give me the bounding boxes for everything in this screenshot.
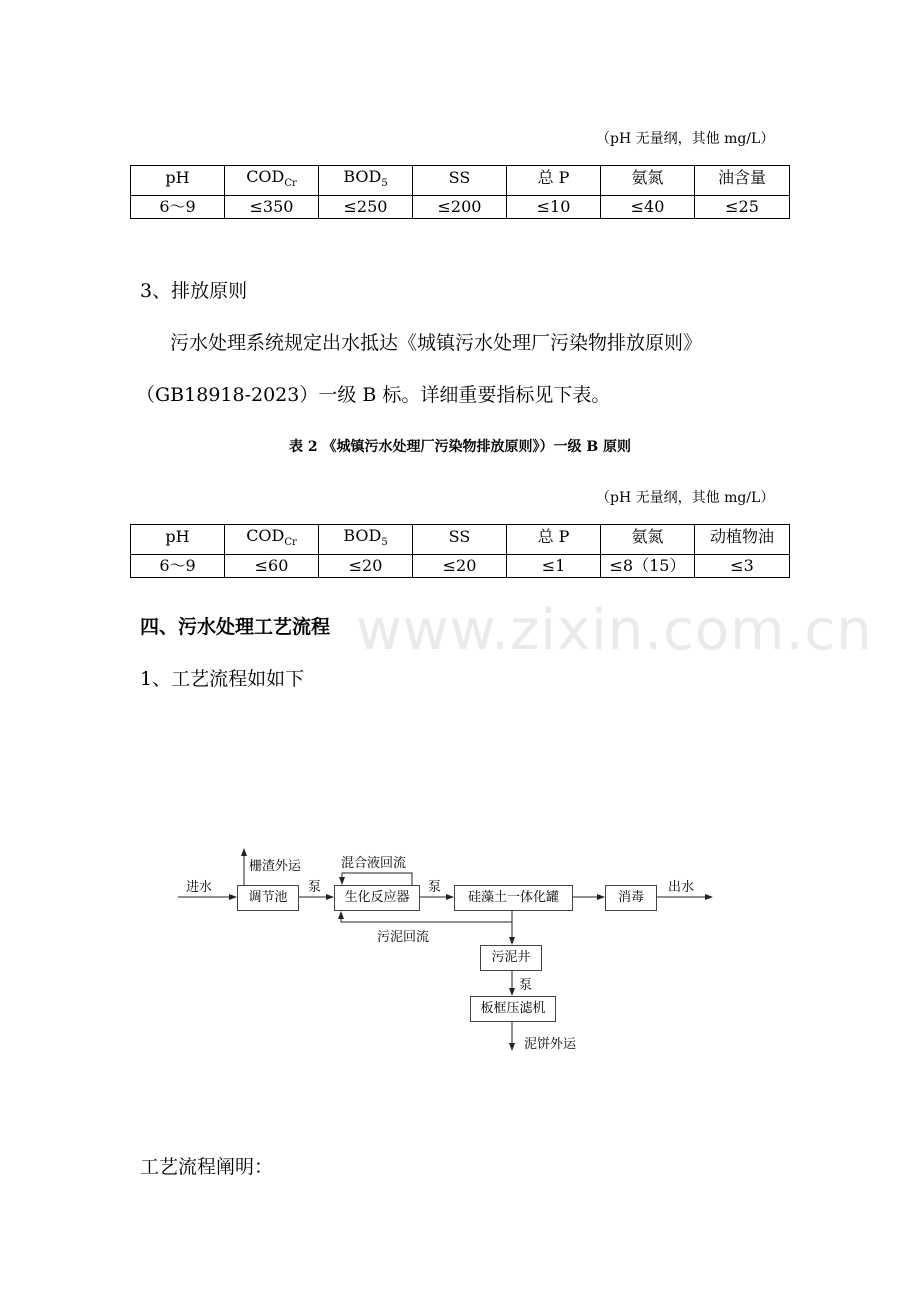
table2-header-cell: pH <box>131 525 225 555</box>
table2-value-cell: ≤3 <box>695 555 790 578</box>
table1-header-cell: 油含量 <box>695 166 790 196</box>
pump1-label: 泵 <box>308 880 322 895</box>
diatomite-tank-box: 硅藻土一体化罐 <box>454 885 573 911</box>
pump2-label: 泵 <box>428 880 442 895</box>
filter-press-box: 板框压滤机 <box>470 996 556 1022</box>
table1-value-cell: ≤350 <box>225 196 319 219</box>
section3-paragraph-line1: 污水处理系统规定出水抵达《城镇污水处理厂污染物排放原则》 <box>170 332 703 354</box>
table2-value-cell: ≤8（15） <box>601 555 695 578</box>
inflow-label: 进水 <box>186 880 213 895</box>
table1-header-cell: 总 P <box>507 166 601 196</box>
table2-header-cell: $BOD_5$ <box>319 525 413 555</box>
table2-caption: 表 2 《城镇污水处理厂污染物排放原则》）一级 B 原则 <box>288 439 632 455</box>
table1-value-cell: ≤25 <box>695 196 790 219</box>
table2-value-cell: ≤20 <box>319 555 413 578</box>
table2-header-cell: 氨氮 <box>601 525 695 555</box>
table1-unit-note: （pH 无量纲，其他 mg/L） <box>596 131 775 147</box>
table1-value-cell: ≤250 <box>319 196 413 219</box>
screenings-label: 栅渣外运 <box>249 859 302 874</box>
table1-header-cell: SS <box>413 166 507 196</box>
section4-subheading: 1、工艺流程如如下 <box>140 668 305 690</box>
sludge-well-box: 污泥井 <box>480 945 542 971</box>
table1-value-cell: 6～9 <box>131 196 225 219</box>
watermark: www.zixin.com.cn <box>356 598 873 663</box>
table1-value-cell: ≤10 <box>507 196 601 219</box>
table2-value-cell: ≤60 <box>225 555 319 578</box>
table2-header-cell: SS <box>413 525 507 555</box>
bioreactor-box: 生化反应器 <box>334 885 420 911</box>
table2-value-cell: 6～9 <box>131 555 225 578</box>
table1-header-cell: 氨氮 <box>601 166 695 196</box>
pump3-label: 泵 <box>519 978 533 993</box>
table2-value-cell: ≤20 <box>413 555 507 578</box>
table2-unit-note: （pH 无量纲，其他 mg/L） <box>596 490 775 506</box>
mixed-liquor-return-label: 混合液回流 <box>341 856 407 871</box>
section3-heading: 3、排放原则 <box>140 280 248 302</box>
table2-value-cell: ≤1 <box>507 555 601 578</box>
table2-header-cell: $COD_{Cr}$ <box>225 525 319 555</box>
cake-out-label: 泥饼外运 <box>524 1037 577 1052</box>
table1-header-cell: $COD_{Cr}$ <box>225 166 319 196</box>
table1-value-cell: ≤40 <box>601 196 695 219</box>
table2-header-cell: 动植物油 <box>695 525 790 555</box>
table2-header-cell: 总 P <box>507 525 601 555</box>
table1-header-cell: pH <box>131 166 225 196</box>
section3-paragraph-line2: （GB18918-2023）一级 B 标。详细重要指标见下表。 <box>136 384 611 406</box>
process-description-heading: 工艺流程阐明： <box>140 1156 274 1178</box>
disinfection-box: 消毒 <box>605 885 657 911</box>
outflow-label: 出水 <box>668 880 695 895</box>
table1-value-cell: ≤200 <box>413 196 507 219</box>
sludge-return-label: 污泥回流 <box>377 930 430 945</box>
equalization-tank-box: 调节池 <box>237 885 299 911</box>
table1-header-cell: $BOD_5$ <box>319 166 413 196</box>
section4-heading: 四、污水处理工艺流程 <box>140 616 331 638</box>
